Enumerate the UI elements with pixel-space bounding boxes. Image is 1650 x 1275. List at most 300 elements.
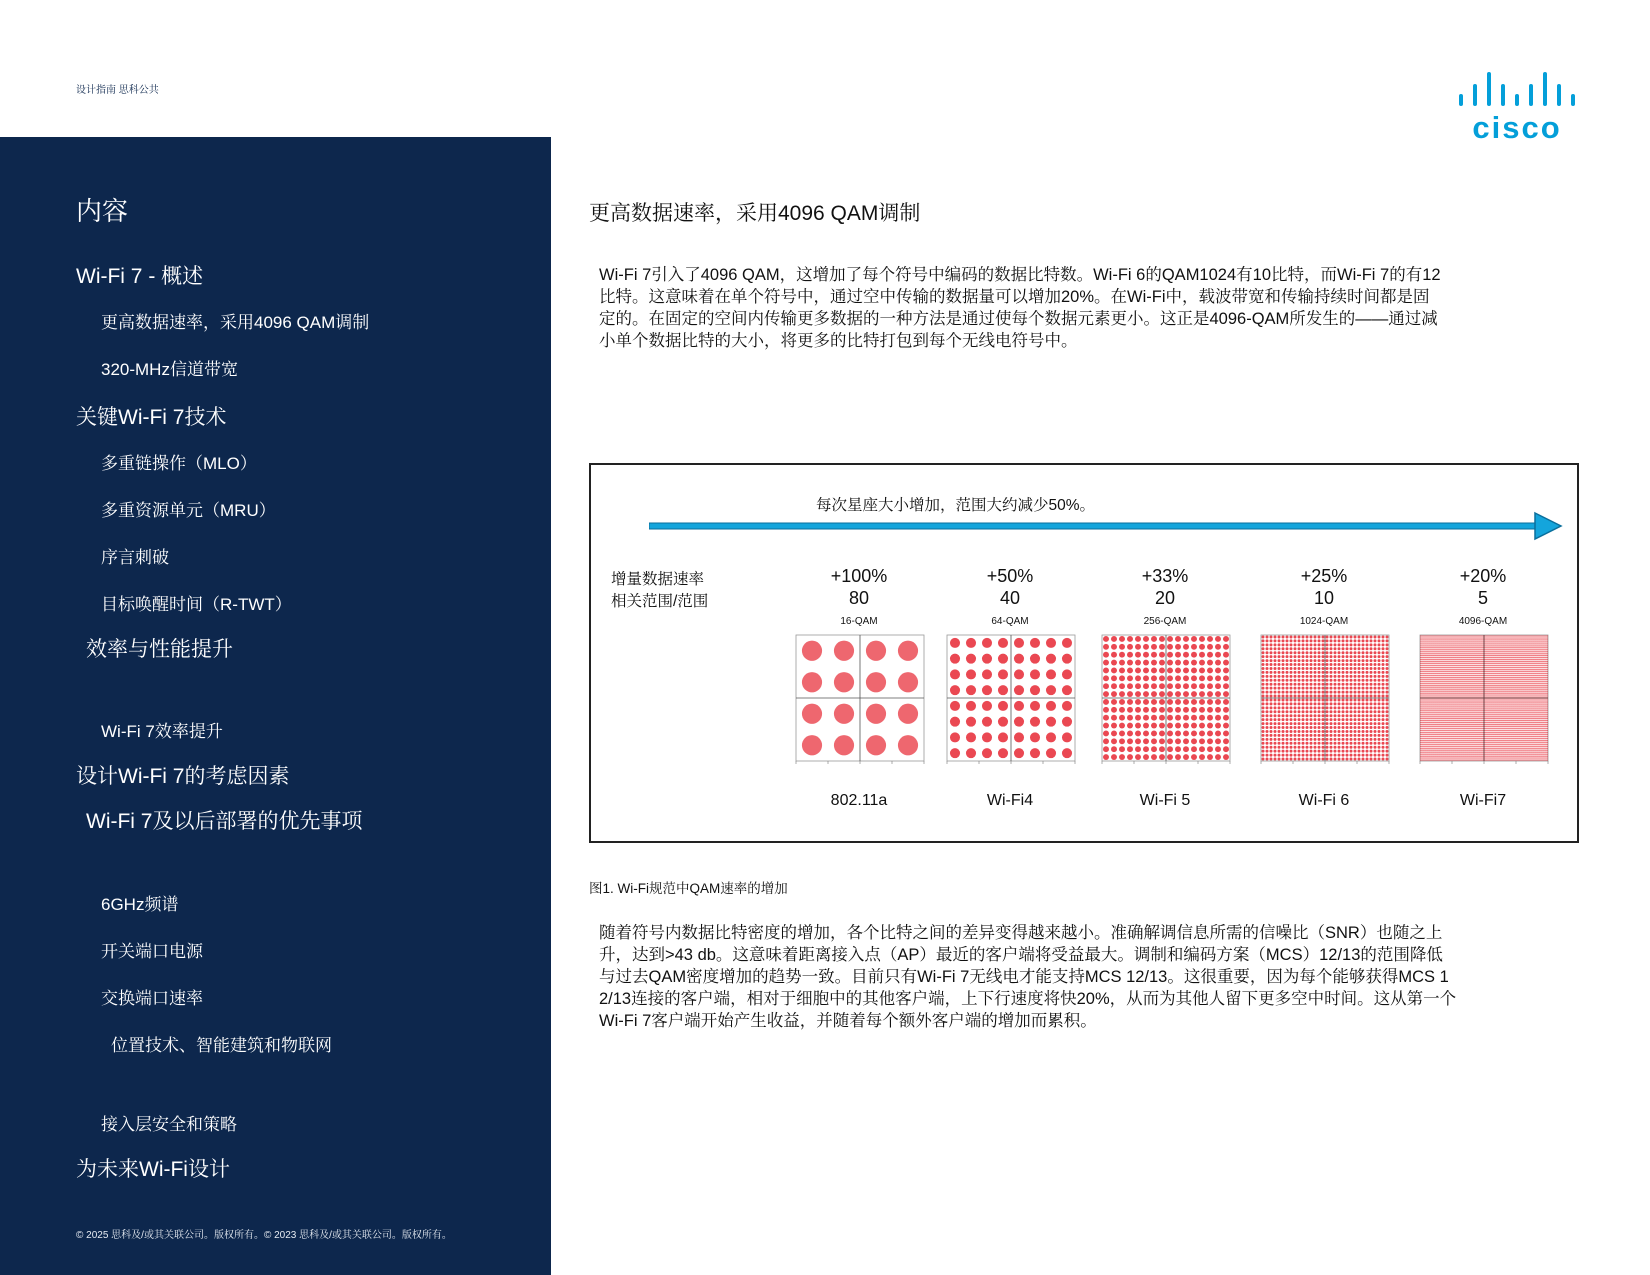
constellation-point [1478,639,1480,641]
constellation-point [1510,749,1512,751]
constellation-point [1386,734,1389,737]
constellation-point [1480,730,1482,732]
constellation-point [1488,751,1490,753]
toc-item-4096-qam[interactable]: 更高数据速率，采用4096 QAM调制 [101,313,370,332]
constellation-point [1215,652,1221,658]
constellation-point [1448,716,1450,718]
constellation-point [1478,681,1480,683]
constellation-point [1446,679,1448,681]
constellation-point [1191,683,1197,689]
constellation-point [1442,653,1444,655]
constellation-point [1530,653,1532,655]
constellation-point [1298,643,1301,646]
constellation-point [1326,718,1329,721]
constellation-point [1159,730,1165,736]
constellation-point [1480,728,1482,730]
toc-item-location-iot[interactable]: 位置技术、智能建筑和物联网 [111,1036,332,1055]
constellation-point [1432,738,1434,740]
constellation-point [1378,698,1381,701]
constellation-point [1504,675,1506,677]
toc-item-6ghz[interactable]: 6GHz频谱 [101,895,179,914]
constellation-point [1488,690,1490,692]
constellation-point [1432,732,1434,734]
constellation-point [1424,753,1426,755]
constellation-point [1460,751,1462,753]
constellation-point [1470,710,1472,712]
constellation-point [1508,645,1510,647]
constellation-point [1310,635,1313,638]
constellation-point [1458,690,1460,692]
constellation-point [1492,710,1494,712]
constellation-point [1278,722,1281,725]
constellation-point [866,735,886,755]
constellation-point [1103,667,1109,673]
constellation-point [1518,759,1520,761]
constellation-point [1456,692,1458,694]
constellation-point [1183,723,1189,729]
constellation-point [1484,690,1486,692]
constellation-point [1462,728,1464,730]
constellation-point [1103,746,1109,752]
constellation-point [1424,716,1426,718]
constellation-point [1438,759,1440,761]
constellation-point [1486,728,1488,730]
constellation-point [1334,663,1337,666]
constellation-point [1466,714,1468,716]
constellation-point [1456,696,1458,698]
constellation-point [1512,692,1514,694]
constellation-point [1512,675,1514,677]
constellation-point [1458,708,1460,710]
constellation-point [1452,655,1454,657]
constellation-point [1030,717,1040,727]
constellation-point [1494,681,1496,683]
constellation-point [1472,641,1474,643]
constellation-point [1440,675,1442,677]
constellation-point [1530,651,1532,653]
constellation-point [1448,724,1450,726]
constellation-point [1266,726,1269,729]
constellation-point [1290,659,1293,662]
constellation-point [1374,746,1377,749]
constellation-point [1522,726,1524,728]
constellation-point [1458,722,1460,724]
constellation-point [1262,738,1265,741]
constellation-point [1480,688,1482,690]
constellation-point [1434,753,1436,755]
constellation-point [1111,699,1117,705]
constellation-point [1492,681,1494,683]
constellation-point [1350,679,1353,682]
constellation-point [1342,687,1345,690]
toc-item-access-security[interactable]: 接入层安全和策略 [101,1115,237,1134]
constellation-point [1484,669,1486,671]
constellation-point [1498,726,1500,728]
constellation-point [1498,635,1500,637]
toc-item-preamble-puncturing[interactable]: 序言刺破 [101,548,169,567]
constellation-point [1482,736,1484,738]
constellation-point [1488,665,1490,667]
constellation-point [1504,728,1506,730]
constellation-point [1135,746,1141,752]
constellation-point [1422,659,1424,661]
constellation-point [1330,643,1333,646]
constellation-point [1046,685,1056,695]
constellation-point [1338,722,1341,725]
constellation-point [1215,746,1221,752]
constellation-point [1476,639,1478,641]
constellation-point [1143,636,1149,642]
constellation-point [1436,759,1438,761]
constellation-point [1482,714,1484,716]
constellation-point [1454,637,1456,639]
constellation-point [1466,655,1468,657]
constellation-point [1338,687,1341,690]
constellation-point [1436,684,1438,686]
constellation-point [1318,726,1321,729]
constellation-point [1366,702,1369,705]
constellation-point [1310,695,1313,698]
constellation-point [1270,702,1273,705]
constellation-point [1374,663,1377,666]
constellation-point [1434,692,1436,694]
constellation-point [1474,659,1476,661]
constellation-point [1468,688,1470,690]
constellation-point [1314,679,1317,682]
constellation-point [1334,655,1337,658]
constellation-point [1458,673,1460,675]
constellation-point [1314,695,1317,698]
toc-item-port-speed[interactable]: 交换端口速率 [101,989,203,1008]
constellation-point [1508,751,1510,753]
constellation-point [1422,694,1424,696]
constellation-point [1468,706,1470,708]
constellation-point [1470,698,1472,700]
constellation-point [1382,738,1385,741]
constellation-point [1508,730,1510,732]
constellation-point [1432,708,1434,710]
constellation-point [1500,704,1502,706]
constellation-point [1454,728,1456,730]
constellation-point [1460,696,1462,698]
constellation-point [1476,667,1478,669]
constellation-point [1354,746,1357,749]
constellation-point [1488,663,1490,665]
constellation-point [1338,691,1341,694]
constellation-point [1504,738,1506,740]
constellation-point [1346,643,1349,646]
constellation-point [1306,734,1309,737]
constellation-point [1450,671,1452,673]
constellation-point [1480,704,1482,706]
constellation-point [1434,698,1436,700]
constellation-point [1468,696,1470,698]
constellation-point [1452,659,1454,661]
constellation-point [1492,702,1494,704]
constellation-point [1484,657,1486,659]
constellation-point [1298,659,1301,662]
constellation-point [1466,675,1468,677]
constellation-point [1420,706,1422,708]
constellation-point [1468,669,1470,671]
toc-item-port-power[interactable]: 开关端口电源 [101,942,203,961]
constellation-point [1151,683,1157,689]
constellation-point [1440,686,1442,688]
constellation-point [1502,755,1504,757]
constellation-point [1420,698,1422,700]
constellation-point [1428,720,1430,722]
copyright-notice: © 2025 思科及/或其关联公司。版权所有。© 2023 思科及/或其关联公司。版权所有。 [76,1230,452,1241]
constellation-point [1510,690,1512,692]
constellation-point [1514,704,1516,706]
constellation-point [1370,643,1373,646]
constellation-point [1448,637,1450,639]
constellation-point [1484,663,1486,665]
constellation-point [1486,641,1488,643]
constellation-point [1460,665,1462,667]
constellation-point [1382,675,1385,678]
constellation-point [1528,738,1530,740]
constellation-point [1496,712,1498,714]
constellation-point [1496,704,1498,706]
constellation-point [1512,663,1514,665]
constellation-point [1382,659,1385,662]
constellation-point [1482,651,1484,653]
constellation-point [1199,683,1205,689]
constellation-point [1456,673,1458,675]
constellation-point [1480,759,1482,761]
toc-item-r-twt[interactable]: 目标唤醒时间（R-TWT） [101,595,292,614]
constellation-point [1472,694,1474,696]
constellation-point [1442,671,1444,673]
constellation-point [1448,679,1450,681]
constellation-point [1504,714,1506,716]
constellation-point [1103,730,1109,736]
toc-item-mlo[interactable]: 多重链操作（MLO） [101,454,257,473]
constellation-point [1440,639,1442,641]
constellation-point [1524,692,1526,694]
constellation-point [1468,682,1470,684]
constellation-point [1516,669,1518,671]
constellation-point [1496,682,1498,684]
constellation-point [1494,747,1496,749]
constellation-point [1458,749,1460,751]
constellation-point [1512,635,1514,637]
constellation-point [1286,683,1289,686]
constellation-point [1460,710,1462,712]
constellation-point [1466,645,1468,647]
constellation-point [1490,734,1492,736]
constellation-point [1030,638,1040,648]
constellation-point [1428,663,1430,665]
constellation-point [1514,635,1516,637]
constellation-point [1502,651,1504,653]
constellation-point [1330,734,1333,737]
constellation-point [1526,645,1528,647]
constellation-point [1378,643,1381,646]
constellation-point [1422,722,1424,724]
constellation-point [1448,682,1450,684]
constellation-point [1326,742,1329,745]
constellation-point [1464,720,1466,722]
constellation-point [1438,706,1440,708]
toc-item-efficiency[interactable]: 效率与性能提升 [86,638,233,661]
constellation-point [1274,647,1277,650]
toc-item-design-considerations[interactable]: 设计Wi-Fi 7的考虑因素 [76,765,290,788]
constellation-point [1444,647,1446,649]
constellation-point [1502,643,1504,645]
constellation-point [1516,682,1518,684]
constellation-point [1498,643,1500,645]
constellation-point [1474,704,1476,706]
constellation-point [1458,637,1460,639]
constellation-point [1374,675,1377,678]
constellation-point [1354,734,1357,737]
constellation-point [1440,649,1442,651]
constellation-point [1366,698,1369,701]
constellation-point [1470,751,1472,753]
constellation-point [1468,757,1470,759]
constellation-point [1476,669,1478,671]
constellation-point [1266,683,1269,686]
constellation-point [1512,647,1514,649]
constellation-point [1434,732,1436,734]
constellation-point [1290,671,1293,674]
constellation-point [1420,738,1422,740]
toc-item-mru[interactable]: 多重资源单元（MRU） [101,501,276,520]
constellation-point [1215,636,1221,642]
constellation-point [1430,751,1432,753]
constellation-point [1488,706,1490,708]
constellation-point [1508,681,1510,683]
constellation-point [1468,692,1470,694]
constellation-point [1432,639,1434,641]
constellation-point [1478,755,1480,757]
constellation-point [1342,714,1345,717]
constellation-point [1500,647,1502,649]
constellation-point [1442,643,1444,645]
constellation-point [1530,635,1532,637]
constellation-point [1446,698,1448,700]
constellation-point [1438,661,1440,663]
constellation-point [1199,652,1205,658]
constellation-point [1290,635,1293,638]
constellation-point [1470,665,1472,667]
constellation-point [1462,698,1464,700]
constellation-point [1436,692,1438,694]
toc-item-wifi7-efficiency[interactable]: Wi-Fi 7效率提升 [101,722,223,741]
toc-item-wifi7-overview[interactable]: Wi-Fi 7 - 概述 [76,265,204,288]
constellation-point [1512,747,1514,749]
constellation-point [1370,655,1373,658]
constellation-point [1326,754,1329,757]
constellation-point [1524,732,1526,734]
constellation-point [1350,667,1353,670]
constellation-point [1434,712,1436,714]
constellation-point [1462,694,1464,696]
constellation-point [1502,740,1504,742]
constellation-point [1516,734,1518,736]
constellation-point [1470,734,1472,736]
constellation-point [1494,641,1496,643]
constellation-point [802,735,822,755]
constellation-point [1468,714,1470,716]
constellation-point [1438,663,1440,665]
constellation-point [1428,682,1430,684]
constellation-point [1464,682,1466,684]
constellation-point [1478,736,1480,738]
constellation-point [1432,671,1434,673]
constellation-point [1476,712,1478,714]
constellation-point [1518,637,1520,639]
constellation-point [1426,651,1428,653]
constellation-point [1378,691,1381,694]
constellation-point [1506,704,1508,706]
constellation-point [1338,750,1341,753]
constellation-point [1482,757,1484,759]
constellation-point [1508,688,1510,690]
constellation-point [1446,690,1448,692]
constellation-point [1183,691,1189,697]
toc-item-320mhz[interactable]: 320-MHz信道带宽 [101,360,238,379]
constellation-point [1524,679,1526,681]
constellation-point [1512,641,1514,643]
constellation-point [1526,702,1528,704]
constellation-point [1310,667,1313,670]
constellation-point [1310,702,1313,705]
constellation-point [1510,702,1512,704]
text-line: 比特。这意味着在单个符号中，通过空中传输的数据量可以增加20%。在Wi-Fi中，载波带宽和传输持续时间都是固 [599,288,1430,306]
constellation-point [1448,696,1450,698]
constellation-point [1512,671,1514,673]
toc-item-deployment-priorities[interactable]: Wi-Fi 7及以后部署的优先事项 [86,810,363,833]
constellation-point [1462,684,1464,686]
constellation-point [1482,641,1484,643]
constellation-point [1450,692,1452,694]
constellation-point [1458,734,1460,736]
constellation-point [1510,663,1512,665]
constellation-point [1215,723,1221,729]
constellation-point [1298,663,1301,666]
constellation-point [1422,759,1424,761]
constellation-point [1151,660,1157,666]
constellation-point [1484,740,1486,742]
constellation-point [1119,746,1125,752]
constellation-point [1498,718,1500,720]
constellation-point [1476,657,1478,659]
constellation-point [1520,673,1522,675]
constellation-point [1464,688,1466,690]
constellation-point [1512,688,1514,690]
constellation-point [1516,694,1518,696]
constellation-point [1484,643,1486,645]
constellation-point [1444,738,1446,740]
constellation-point [1424,677,1426,679]
constellation-point [1444,757,1446,759]
constellation-point [1430,704,1432,706]
constellation-point [1346,714,1349,717]
toc-item-key-tech[interactable]: 关键Wi-Fi 7技术 [76,406,227,429]
constellation-point [1450,751,1452,753]
constellation-point [1358,679,1361,682]
constellation-point [1135,691,1141,697]
toc-item-future-design[interactable]: 为未来Wi-Fi设计 [76,1158,230,1181]
constellation-point [1526,759,1528,761]
constellation-point [1472,740,1474,742]
constellation-point [1444,679,1446,681]
constellation-point [1504,688,1506,690]
constellation-point [1524,722,1526,724]
